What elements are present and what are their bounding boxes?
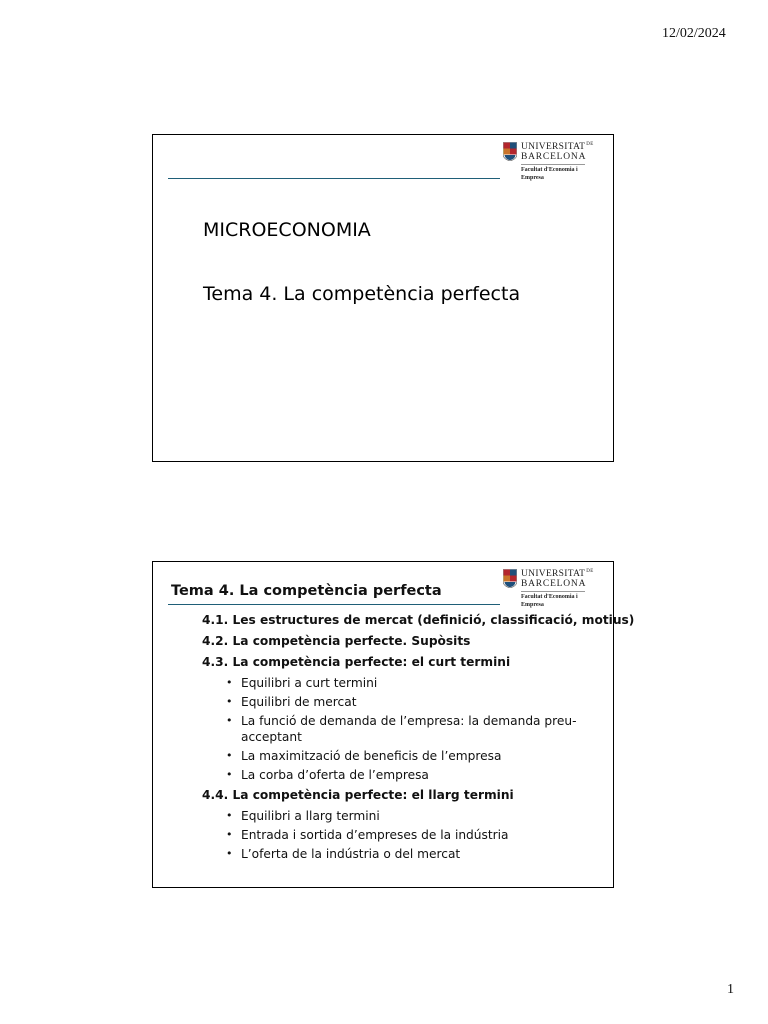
bullet-item: • La maximització de beneficis de l’empresa <box>226 748 607 764</box>
slide-title <box>152 134 614 462</box>
crest-icon <box>503 142 517 161</box>
bullet-item: • La funció de demanda de l’empresa: la demanda preu-acceptant <box>226 713 607 745</box>
section-label: 4.3. La competència perfecte: el curt termini <box>202 655 511 669</box>
logo-university-text: UNIVERSITAT <box>521 142 586 152</box>
topic-outline <box>202 612 635 866</box>
bullet-list <box>202 808 607 862</box>
bullet-item: • La corba d’oferta de l’empresa <box>226 767 607 783</box>
slide-main-title: MICROECONOMIA <box>203 219 371 241</box>
slide-subtitle: Tema 4. La competència perfecta <box>203 283 521 305</box>
logo-university-text: UNIVERSITAT <box>521 569 586 579</box>
bullet-item: • L’oferta de la indústria o del mercat <box>226 846 607 862</box>
section-label: 4.2. La competència perfecte. Supòsits <box>202 634 471 648</box>
title-divider <box>168 178 500 179</box>
logo-de-text: DE <box>586 569 594 574</box>
bullet-item: • Equilibri de mercat <box>226 694 607 710</box>
slide-outline <box>152 561 635 888</box>
logo-faculty-text: Facultat d'Economia i Empresa <box>521 167 578 181</box>
page-date: 12/02/2024 <box>662 26 726 41</box>
slide-heading: Tema 4. La competència perfecta <box>171 583 442 599</box>
logo-divider <box>521 591 585 592</box>
logo-barcelona-text: BARCELONA <box>521 579 587 589</box>
bullet-list <box>202 675 607 783</box>
section-label: 4.1. Les estructures de mercat (definició, classificació, motius) <box>202 613 635 627</box>
university-logo <box>503 140 608 195</box>
logo-divider <box>521 164 585 165</box>
page-number: 1 <box>727 982 734 997</box>
title-divider <box>168 604 500 605</box>
logo-faculty-text: Facultat d'Economia i Empresa <box>521 594 578 608</box>
crest-icon <box>503 569 517 588</box>
logo-barcelona-text: BARCELONA <box>521 152 587 162</box>
bullet-item: • Entrada i sortida d’empreses de la indústria <box>226 827 607 843</box>
bullet-item: • Equilibri a curt termini <box>226 675 607 691</box>
bullet-item: • Equilibri a llarg termini <box>226 808 607 824</box>
logo-de-text: DE <box>586 142 594 147</box>
section-label: 4.4. La competència perfecte: el llarg termini <box>202 788 514 802</box>
